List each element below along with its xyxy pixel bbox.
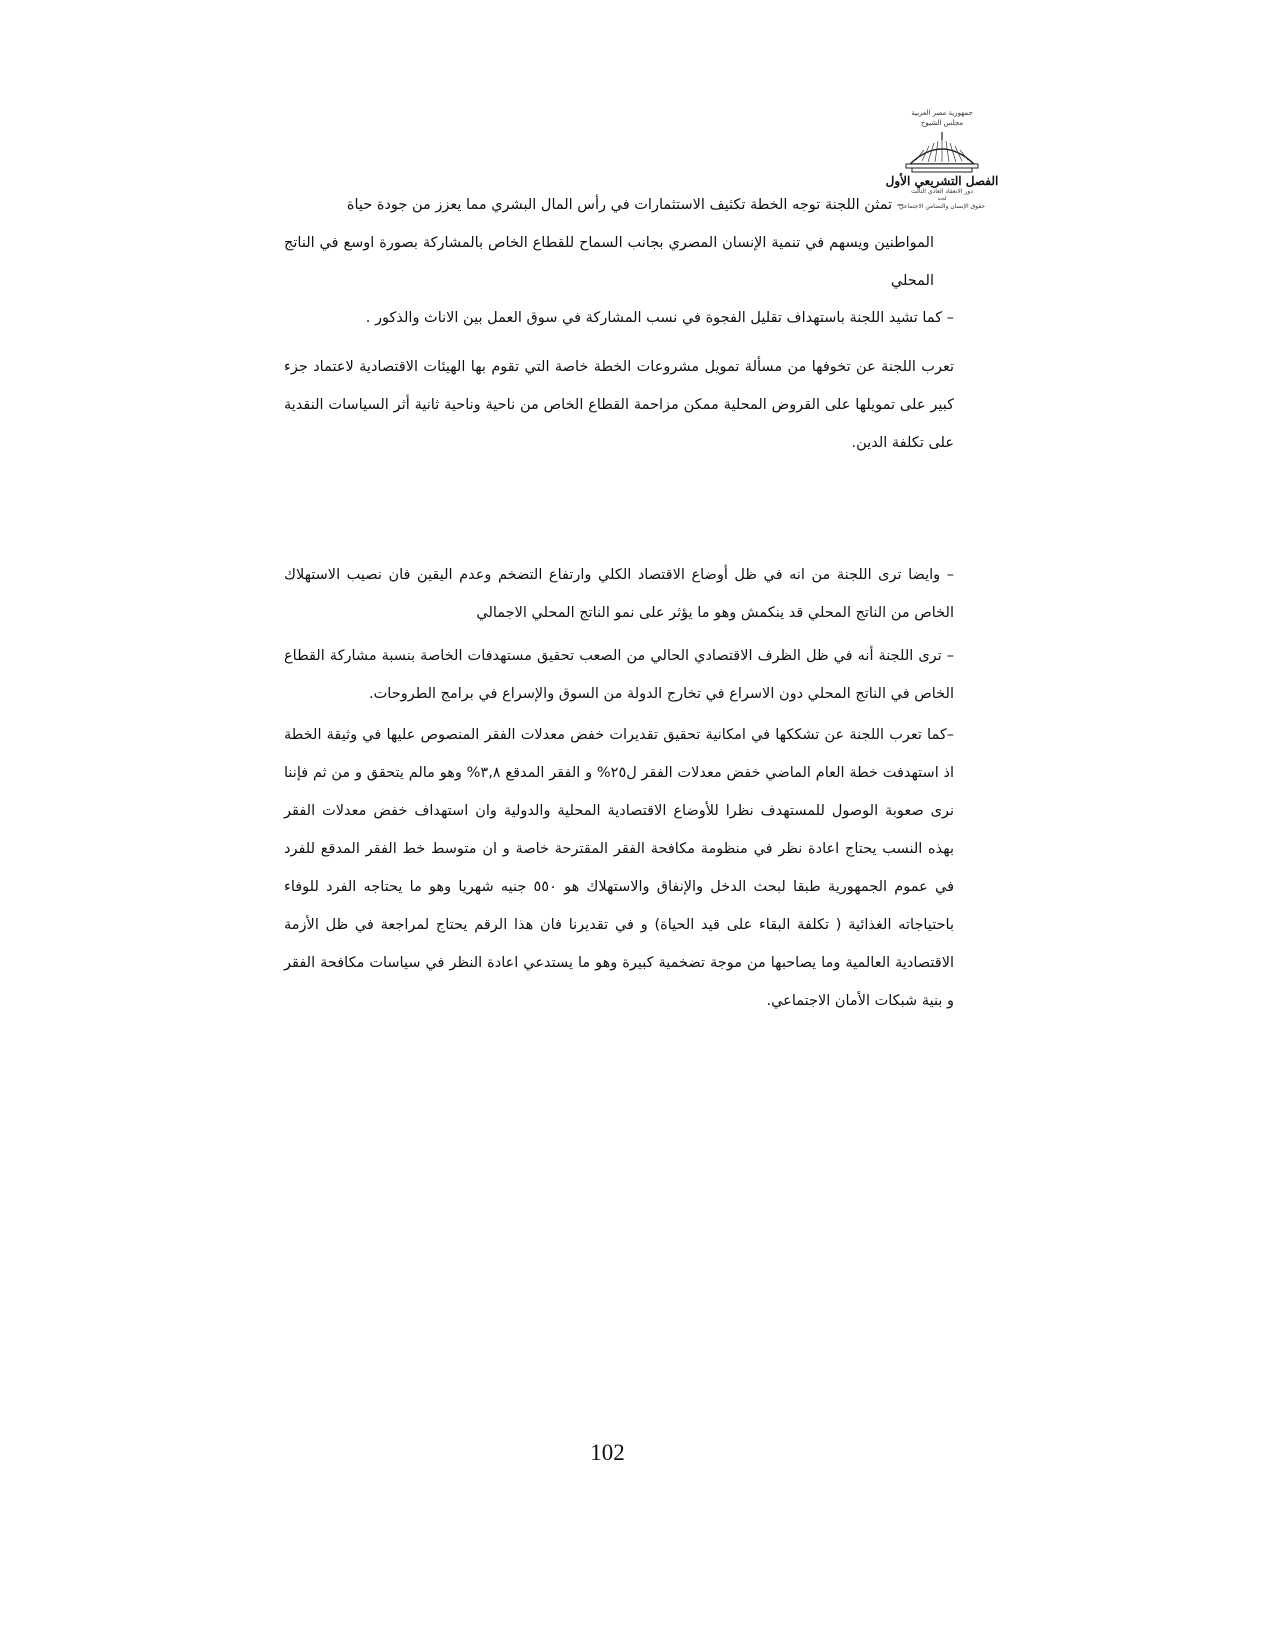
paragraph-continuation: المواطنين ويسهم في تنمية الإنسان المصري بجانب السماح للقطاع الخاص بالمشاركة بصورة اوسع في الناتج المحلي bbox=[284, 235, 934, 289]
paragraph-text: – كما تشيد اللجنة باستهداف تقليل الفجوة في نسب المشاركة في سوق العمل بين الاناث والذكور . bbox=[365, 310, 954, 326]
page-number: 102 bbox=[590, 1440, 625, 1465]
paragraph-text: تعرب اللجنة عن تخوفها من مسألة تمويل مشروعات الخطة خاصة التي تقوم بها الهيئات الاقتصادية لاعتماد جزء كبير على تمويلها على القروض المحلية ممكن مزاحمة القطاع الخاص من ناحية وناحية ثانية أثر السياسات النقدية على تكلفة الدين. bbox=[284, 359, 954, 451]
paragraph-private-sector-share bbox=[284, 637, 954, 713]
paragraph-text: – وايضا ترى اللجنة من انه في ظل أوضاع الاقتصاد الكلي وارتفاع التضخم وعدم اليقين فان نصيب الاستهلاك الخاص من الناتج المحلي قد ينكمش وهو ما يؤثر على نمو الناتج المحلي الاجمالي bbox=[284, 567, 954, 621]
paragraph-text: –كما تعرب اللجنة عن تشككها في امكانية تحقيق تقديرات خفض معدلات الفقر المنصوص عليها في وثيقة الخطة اذ استهدفت خطة العام الماضي خفض معدلات الفقر ل٢٥% و الفقر المدقع ٣,٨% وهو مالم يتحقق و من ثم فإننا نرى صعوبة الوصول للمستهدف نظرا للأوضاع الاقتصادية المحلية والدولية وان استهداف خفض معدلات الفقر بهذه النسب يحتاج اعادة نظر في منظومة مكافحة الفقر المقترحة خاصة و ان متوسط خط الفقر المدقع للفرد في عموم الجمهورية طبقا لبحث الدخل والإنفاق والاستهلاك هو ٥٥٠ جنيه شهريا وهو ما يحتاجه الفرد للوفاء باحتياجاته الغذائية ( تكلفة البقاء على قيد الحياة) و في تقديرنا فان هذا الرقم يحتاج لمراجعة في ظل الأزمة الاقتصادية العالمية وما يصاحبها من موجة تضخمية كبيرة وهو ما يستدعي اعادة النظر في سياسات مكافحة الفقر و بنية شبكات الأمان الاجتماعي. bbox=[284, 727, 955, 1009]
logo-committee-name: حقوق الإنسان والتضامن الاجتماعي bbox=[898, 203, 986, 210]
paragraph-financing-concern bbox=[284, 348, 954, 462]
logo-country-text: جمهورية مصر العربية bbox=[911, 109, 973, 117]
dome-icon bbox=[902, 130, 982, 174]
logo-session-text: دور الانعقاد العادي الثالث bbox=[911, 188, 973, 195]
paragraph-poverty-targets bbox=[284, 716, 954, 1020]
logo-council-text: مجلس الشيوخ bbox=[920, 119, 964, 127]
paragraph-private-consumption bbox=[284, 556, 954, 632]
paragraph-human-capital bbox=[284, 186, 934, 300]
paragraph-gender-gap bbox=[284, 303, 954, 333]
paragraph-text: – ترى اللجنة أنه في ظل الظرف الاقتصادي الحالي من الصعب تحقيق مستهدفات الخاصة بنسبة مشاركة القطاع الخاص في الناتج المحلي دون الاسراع في تخارج الدولة من السوق والإسراع في برامج الطروحات. bbox=[284, 648, 954, 702]
paragraph-first-line: – تمثن اللجنة توجه الخطة تكثيف الاستثمارات في رأس المال البشري مما يعزز من جودة حياة bbox=[346, 197, 904, 213]
logo-committee-label: لجنة bbox=[937, 196, 947, 202]
logo-term-text: الفصل التشريعي الأول bbox=[885, 174, 999, 188]
